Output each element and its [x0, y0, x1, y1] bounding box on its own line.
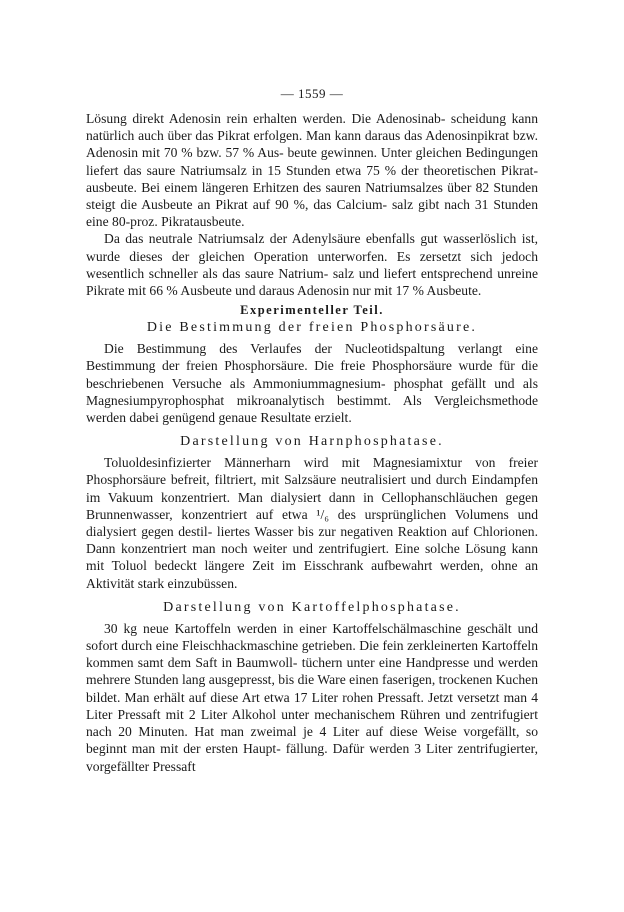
document-page — [86, 86, 538, 775]
subsection-heading-kartoffelphosphatase: Darstellung von Kartoffelphosphatase. — [163, 599, 461, 615]
section-heading-experimental: Experimenteller Teil. — [240, 303, 384, 318]
subsection-heading-harnphosphatase: Darstellung von Harnphosphatase. — [180, 434, 444, 450]
paragraph-kartoffelphosphatase: 30 kg neue Kartoffeln werden in einer Kartoffelschälmaschine geschält und sofort durch eine Fleischhackmaschine getrieben. Die fein zerkleinerten Kartoffeln kommen samt dem Saft in Baumwoll- tüchern unter eine Handpresse und werden mehrere Stunden lang ausgepresst, bis die Ware einen faserigen, trockenen Kuchen bildet. Man erhält auf diese Art etwa 17 Liter rohen Pressaft. Jetzt versetzt man 4 Liter Pressaft mit 2 Liter Alkohol unter mechanischem Rühren und zentrifugiert nach 20 Minuten. Hat man zweimal je 4 Liter auf diese Weise vorgefällt, so beginnt man mit der ersten Haupt- fällung. Dafür werden 3 Liter zentrifugierter, vorgefällter Pressaft — [86, 620, 538, 774]
subsection-heading-phosphorsaeure: Die Bestimmung der freien Phosphorsäure. — [146, 320, 478, 336]
paragraph-natriumsalz: Da das neutrale Natriumsalz der Adenylsäure ebenfalls gut wasserlöslich ist, wurde dieses der gleichen Operation unterworfen. Es zersetzt sich jedoch wesentlich schneller als das saure Natrium- salz und liefert entsprechend unreine Pikrate mit 66 % Ausbeute und daraus Adenosin nur mit 17 % Ausbeute. — [86, 231, 538, 299]
paragraph-adenosin-ausbeute: Lösung direkt Adenosin rein erhalten werden. Die Adenosinab- scheidung kann natürlich auch über das Pikrat erfolgen. Man kann daraus das Adenosinpikrat bzw. Adenosin mit 70 % bzw. 57 % Aus- beute gewinnen. Unter gleichen Bedingungen liefert das saure Natriumsalz in 15 Stunden etwa 75 % der theoretischen Pikrat- ausbeute. Bei einem längeren Erhitzen des sauren Natriumsalzes über 82 Stunden steigt die Ausbeute an Pikrat auf 90 %, das Calcium- salz gibt nach 31 Stunden eine 80-proz. Pikratausbeute. — [86, 111, 538, 230]
page-number: — 1559 — — [280, 86, 344, 101]
paragraph-harnphosphatase: Toluoldesinfizierter Männerharn wird mit Magnesiamixtur von freier Phosphorsäure befreit, filtriert, mit Salzsäure neutralisiert und durch Eindampfen im Vakuum konzentriert. Man dialysiert dann in Cellophanschläuchen gegen Brunnenwasser, konzentriert auf etwa ¹/₆ des ursprünglichen Volumens und dialysiert gegen destil- liertes Wasser bis zur negativen Reaktion auf Chlorionen. Dann konzentriert man noch weiter und zentrifugiert. Eine solche Lösung kann mit Toluol bedeckt längere Zeit im Eisschrank aufbewahrt werden, ohne an Aktivität stark einzubüssen. — [86, 455, 538, 591]
paragraph-phosphorsaeure: Die Bestimmung des Verlaufes der Nucleotidspaltung verlangt eine Bestimmung der freien Phosphorsäure. Die freie Phosphorsäure wurde für die beschriebenen Versuche als Ammoniummagnesium- phosphat gefällt und als Magnesiumpyrophosphat mikroanalytisch bestimmt. Als Vergleichsmethode werden dabei genügend genaue Resultate erzielt. — [86, 341, 538, 426]
